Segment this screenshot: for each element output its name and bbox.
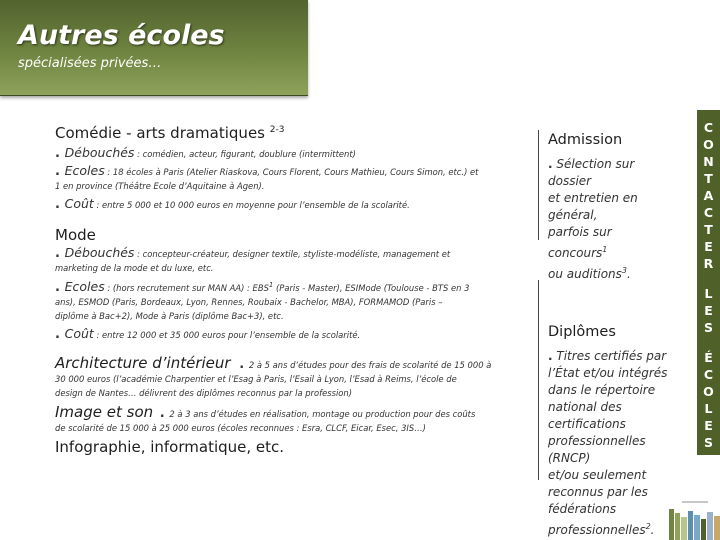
- bullet: .: [55, 146, 60, 161]
- vertical-letter: T: [704, 222, 713, 237]
- bullet: .: [548, 157, 553, 171]
- vertical-letter: C: [703, 205, 714, 220]
- mode-ecoles: . Ecoles : (hors recrutement sur MAN AA) : EBS$^1$ (Paris - Master), ESIMode (Toulouse - BTS en 3 ans), ESMOD (Paris, Bordeaux, Lyon, Rennes, Roubaix - Bachelor, MBA), FORMAMOD (Paris – diplôme à Bac+2), Mode à Paris (diplôme Bac+3), etc.: [55, 278, 470, 321]
- comedie-cout: . Coût : entre 5 000 et 10 000 euros en moyenne pour l’ensemble de la scolarité.: [55, 196, 410, 212]
- header-title: Autres écoles: [18, 20, 225, 51]
- section-title-mode: Mode: [55, 226, 96, 244]
- mode-cout: . Coût : entre 12 000 et 35 000 euros pour l’ensemble de la scolarité.: [55, 325, 361, 342]
- bullet: .: [55, 197, 60, 212]
- vertical-letter: E: [704, 303, 713, 318]
- vertical-letter: S: [703, 320, 713, 335]
- vertical-letter: E: [704, 239, 713, 254]
- vertical-letter: S: [703, 435, 713, 450]
- diplomes-title: Diplômes: [548, 324, 616, 340]
- slide-thumbnail: [669, 497, 720, 540]
- admission-text: . Sélection sur dossier et entretien en général, parfois sur concours$^1$ ou auditions$^3$.: [548, 157, 638, 281]
- vertical-letter: L: [704, 286, 713, 301]
- section-image-son: Image et son . 2 à 3 ans d’études en réalisation, montage ou production pour des coûts de scolarité de 15 000 à 25 000 euros (écoles reconnues : Esra, CLCF, Eicar, Esec, 3IS…): [55, 402, 476, 433]
- bullet: .: [55, 246, 60, 261]
- main-column: [55, 124, 533, 456]
- vertical-letter: É: [704, 350, 713, 365]
- section-title-infographie: Infographie, informatique, etc.: [55, 437, 285, 456]
- bullet: .: [55, 279, 60, 295]
- header-banner: [0, 0, 308, 96]
- vertical-letter: L: [704, 401, 713, 416]
- vertical-letter: C: [703, 367, 714, 382]
- bullet: .: [548, 349, 553, 363]
- vertical-letter: O: [703, 137, 714, 152]
- mode-debouches: . Débouchés : concepteur-créateur, designer textile, styliste-modéliste, management et marketing de la mode et du luxe, etc.: [55, 245, 451, 273]
- diplomes-text: . Titres certifiés par l’État et/ou intégrés dans le répertoire national des certifications professionnelles (RNCP) et/ou seulement reconnus par les fédérations professionnelles$^2$.: [548, 349, 668, 537]
- section-title-architecture: Architecture d’intérieur: [55, 353, 231, 372]
- section-architecture: Architecture d’intérieur . 2 à 5 ans d’études pour des frais de scolarité de 15 000 à 30 000 euros (l’académie Charpentier et l’Esag à Paris, l’Esail à Lyon, l’Esad à Reims, l’école de design de Nantes… délivrent des diplômes reconnus par la profession): [55, 353, 492, 398]
- bullet: .: [55, 164, 60, 179]
- vertical-letter: R: [703, 256, 714, 271]
- contacter-les-ecoles-bar: [697, 110, 720, 455]
- section-comedie: [55, 124, 533, 212]
- bullet: .: [55, 326, 60, 342]
- comedie-debouches: . Débouchés : comédien, acteur, figurant, doublure (intermittent): [55, 145, 356, 161]
- vertical-letter: E: [704, 418, 713, 433]
- admission-title: Admission: [548, 132, 623, 148]
- bullet: .: [159, 405, 165, 421]
- vertical-letter: N: [703, 154, 714, 169]
- vertical-letter: T: [704, 171, 713, 186]
- section-title-image-son: Image et son: [55, 402, 154, 421]
- side-column: [548, 132, 673, 539]
- vertical-letter: C: [703, 120, 714, 135]
- header-subtitle: spécialisées privées…: [18, 56, 162, 71]
- vertical-letter: A: [703, 188, 714, 203]
- section-mode: [55, 226, 533, 342]
- comedie-ecoles: . Ecoles : 18 écoles à Paris (Atelier Riaskova, Cours Florent, Cours Mathieu, Cours Simon, etc.) et 1 en province (Théâtre Ecole d’Aquitaine à Agen).: [55, 163, 479, 191]
- bullet: .: [239, 356, 245, 372]
- vertical-letter: O: [703, 384, 714, 399]
- divider-admission: [538, 130, 539, 240]
- divider-diplomes: [538, 280, 539, 480]
- section-title-comedie: Comédie - arts dramatiques $^{2-3}$: [55, 124, 285, 142]
